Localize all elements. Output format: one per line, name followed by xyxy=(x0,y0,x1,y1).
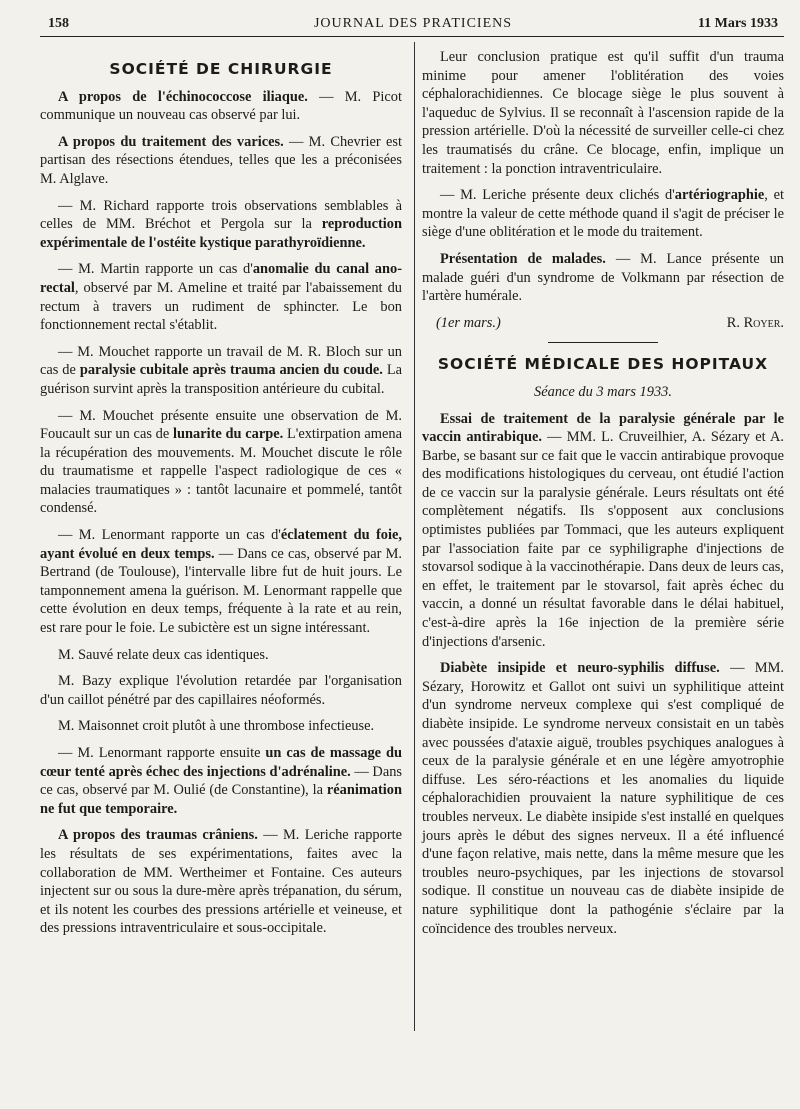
issue-date: 11 Mars 1933 xyxy=(697,16,778,31)
article-text: — M. Richard rapporte trois observations semblables à celles de MM. Bréchot et Pergola sur la xyxy=(40,197,402,233)
article-text: — M. Lenormant rapporte ensuite xyxy=(58,745,266,761)
signature-name: R. Royer. xyxy=(726,314,784,331)
column-divider xyxy=(414,42,415,1031)
article-text: , observé par M. Ameline et traité par l'abaissement du rectum à travers un rudiment de sphincter. Le bon fonctionnement rectal s'établit. xyxy=(40,279,402,334)
section-separator xyxy=(548,342,658,343)
signature xyxy=(422,314,784,333)
article-text: L'extirpation amena la récupération des mouvements. M. Mouchet discute le rôle du traumatisme et rappelle l'aspect radiologique de ces « malacies traumatiques » : tantôt lacunaire et pommelé, tantôt condensé. xyxy=(40,426,402,517)
article-highlight: réanimation ne fut que temporaire. xyxy=(40,782,402,817)
article-text: La guérison survint après la transposition antérieure du cubital. xyxy=(40,362,403,397)
page-header xyxy=(48,14,778,38)
article-text: — Dans ce cas, observé par M. Bertrand (de Toulouse), l'intervalle libre fut de huit jours. Le tamponnement amena la guérison. M. Lenormant rappelle que cette évolution en deux temps, fréquente à la rate et au rein, est rare pour le foie. Le subictère est un signe intéressant. xyxy=(40,545,402,637)
article-title: Diabète insipide et neuro-syphilis diffuse. xyxy=(440,660,720,677)
article-text: — MM. Sézary, Horowitz et Gallot ont suivi un syphilitique atteint d'un syndrome nerveux complexe qui s'est compliqué de diabète insipide. Le syndrome nerveux consistait en un tabès avec poussées d'ataxie aiguë, troubles psychiques analogues à ceux de la paralysie générale et en une légère amyotrophie diffuse. Les séro-réactions et les anomalies du liquide céphalorachidien prouvaient la nature syphilitique de ces troubles nerveux. Le diabète insipide s'est installé en quelques jours après le début des signes nerveux. Il a été influencé d'une façon relative, mais nette, dans la même mesure que les troubles neuro-psychiques, par les injections de stovarsol sodique. Il constitue un nouveau cas de diabète insipide de nature syphilitique dont la pathogénie s'éclaire par la coïncidence des troubles nerveux. xyxy=(422,660,784,937)
article-text: — M. Chevrier est partisan des résections étendues, telles que les a préconisées M. Alglave. xyxy=(40,133,402,187)
article-lenormant-foie xyxy=(40,526,402,638)
article-text: — M. Leriche rapporte les résultats de ses expérimentations, faites avec la collaboration de MM. Wertheimer et Fontaine. Ces auteurs injectent sur ou sous la dure-mère après trépanation, du sérum, et ils notent les courbes des pressions artérielle et veineuse, et des pressions intraventriculaire et sous-occipitale. xyxy=(40,827,403,937)
article-highlight: un cas de massage du cœur tenté après échec des injections d'adrénaline. xyxy=(40,745,402,780)
article-highlight: artériographie xyxy=(674,187,765,204)
article-paralysie-generale xyxy=(422,410,784,652)
article-text: — M. Mouchet présente ensuite une observation de M. Foucault sur un cas de xyxy=(40,407,402,443)
article-diabete-insipide xyxy=(422,659,784,938)
article-highlight: anomalie du canal ano-rectal xyxy=(40,261,402,296)
article-text: — Dans ce cas, observé par M. Oulié (de Constantine), la xyxy=(40,763,402,799)
article-text: — M. Mouchet rapporte un travail de M. R. Bloch sur un cas de xyxy=(40,343,402,379)
article-traumas-craniens xyxy=(40,826,402,938)
header-rule xyxy=(40,36,784,37)
article-text: — M. Picot communique un nouveau cas observé par lui. xyxy=(40,88,402,124)
article-text: — M. Leriche présente deux clichés d' xyxy=(440,187,675,204)
article-title: A propos du traitement des varices. xyxy=(58,133,284,150)
seance-date: Séance du 3 mars 1933. xyxy=(534,383,672,400)
section-title-medicale: SOCIÉTÉ MÉDICALE DES HOPITAUX xyxy=(437,355,769,374)
page-number: 158 xyxy=(48,16,69,31)
article-conclusion: Leur conclusion pratique est qu'il suffit d'un trauma minime pour amener l'oblitération des voies céphalorachidiennes. Ce blocage siège le plus souvent à l'aqueduc de Sylvius. Il se reconnaît à l'ascension rapide de la pression artérielle. D'où la nécessité de surveiller celle-ci chez les traumatisés du crâne. Ce blocage, enfin, implique un traitement : la ponction intraventriculaire. xyxy=(422,49,784,177)
article-sauve: M. Sauvé relate deux cas identiques. xyxy=(58,646,269,663)
article-text: — M. Lenormant rapporte un cas d' xyxy=(58,527,281,544)
signature-date: (1er mars.) xyxy=(436,314,501,331)
article-title: Présentation de malades. xyxy=(440,250,606,267)
article-varices xyxy=(40,133,402,189)
article-highlight: paralysie cubitale après trauma ancien du coude. xyxy=(79,362,383,379)
journal-title: JOURNAL DES PRATICIENS xyxy=(313,16,513,31)
article-text: — M. Lance présente un malade guéri d'un syndrome de Volkmann par résection de l'artère humérale. xyxy=(422,250,784,305)
article-maisonnet: M. Maisonnet croit plutôt à une thrombose infectieuse. xyxy=(58,718,375,735)
article-martin xyxy=(40,260,402,334)
article-bazy: M. Bazy explique l'évolution retardée par l'organisation d'un caillot pénétré par des capillaires néoformés. xyxy=(40,673,402,708)
article-text: — MM. L. Cruveilhier, A. Sézary et A. Barbe, se basant sur ce fait que le vaccin antirabique provoque des modifications histologiques du cerveau, ont étudié l'action de ce vaccin sur la paralysie générale. Leurs résultats ont été complètement négatifs. Ils s'opposent aux conclusions optimistes publiées par Tommaci, que les auteurs expliquent par l'association faite par ce syphiligraphe d'injections de stovarsol sodique à la vaccinothérapie. Dans deux de leurs cas, en effet, le traitement par le stovarsol, fait après échec du vaccin, a donné un résultat favorable dans le délai habituel, c'est-à-dire après la 16e injection de la première série d'injections d'arsenic. xyxy=(422,429,784,650)
article-highlight: lunarite du carpe. xyxy=(173,426,284,443)
article-richard xyxy=(40,197,402,253)
article-echinococcose xyxy=(40,88,402,125)
article-lenormant-massage xyxy=(40,744,402,818)
article-text: , et montre la valeur de cette méthode quand il s'agit de préciser le siège d'une oblitération et le mode du traitement. xyxy=(422,187,784,241)
right-column xyxy=(422,48,784,946)
article-highlight: reproduction expérimentale de l'ostéite kystique parathyroïdienne. xyxy=(40,216,402,251)
article-text: — M. Martin rapporte un cas d' xyxy=(58,261,253,278)
article-arteriographie xyxy=(422,186,784,242)
article-title: A propos des traumas crâniens. xyxy=(58,827,258,844)
left-column xyxy=(40,54,402,946)
article-title: A propos de l'échinococcose iliaque. xyxy=(58,88,308,105)
article-mouchet-foucault xyxy=(40,407,402,519)
section-title-chirurgie: SOCIÉTÉ DE CHIRURGIE xyxy=(109,60,333,78)
article-presentation-malades xyxy=(422,250,784,306)
article-title: Essai de traitement de la paralysie générale par le vaccin antirabique. xyxy=(422,410,784,446)
article-highlight: éclatement du foie, ayant évolué en deux temps. xyxy=(40,527,402,562)
article-mouchet-bloch xyxy=(40,343,402,399)
